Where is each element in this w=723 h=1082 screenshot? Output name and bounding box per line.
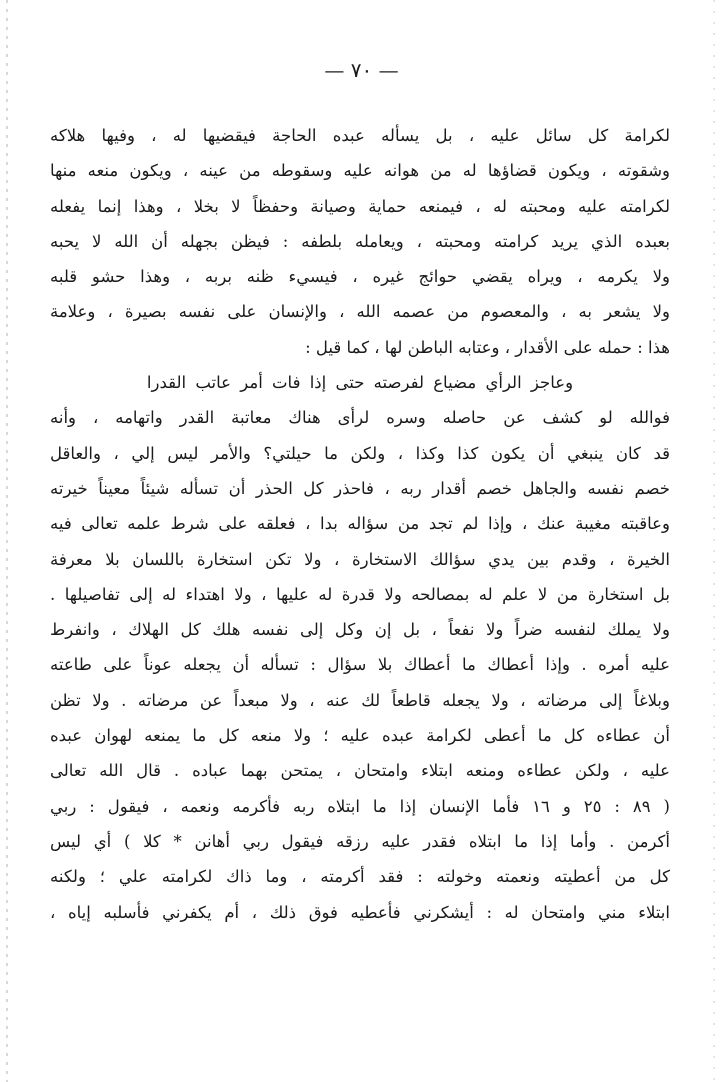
text-body [50, 118, 670, 930]
text-line: ولا يملك لنفسه ضراً ولا نفعاً ، بل إن وكل إلى نفسه هلك كل الهلاك ، وانفرط [50, 620, 670, 640]
text-line: ولا يشعر به ، والمعصوم من عصمه الله ، والإنسان على نفسه بصيرة ، وعلامة [50, 302, 670, 322]
text-line: وعاقبته مغيبة عنك ، وإذا لم تجد من سؤاله بدا ، فعلقه على شرط علمه تعالى فيه [50, 514, 670, 534]
page-number: — ٧٠ — [324, 58, 399, 82]
text-line: عليه ، ولكن عطاءه ومنعه ابتلاء وامتحان ، يمتحن بهما عباده . قال الله تعالى [50, 761, 670, 781]
text-line: وبلاغاً إلى مرضاته ، ولا يجعله قاطعاً لك عنه ، ولا مبعداً عن مرضاته . ولا تظن [50, 690, 670, 710]
text-line: وشقوته ، ويكون قضاؤها له من هوانه عليه وسقوطه من عينه ، ويكون منعه منها [50, 161, 670, 181]
text-line: أن عطاءه كل ما أعطى لكرامة عبده عليه ؛ ولا منعه كل ما يمنعه لهوان عبده [50, 726, 670, 746]
scan-edge-left [6, 0, 8, 1082]
text-line: الخيرة ، وقدم بين يدي سؤالك الاستخارة ، ولا تكن استخارة باللسان بلا معرفة [50, 549, 670, 569]
poem-verse: وعاجز الرأي مضياع لفرصته حتى إذا فات أمر عاتب القدرا [146, 373, 574, 393]
text-line: عليه أمره . وإذا أعطاك ما أعطاك بلا سؤال : تسأله أن يجعله عوناً على طاعته [50, 655, 670, 675]
text-line: بعبده الذي يريد كرامته ومحبته ، ويعامله بلطفه : فيظن بجهله أن الله لا يحبه [50, 231, 670, 251]
text-line: أكرمن . وأما إذا ما ابتلاه فقدر عليه رزقه فيقول ربي أهانن * كلا ) أي ليس [50, 831, 670, 851]
text-line: ( ٨٩ : ٢٥ و ١٦ فأما الإنسان إذا ما ابتلاه ربه فأكرمه ونعمه ، فيقول : ربي [50, 796, 670, 816]
text-line: لكرامة كل سائل عليه ، بل يسأله عبده الحاجة فيقضيها له ، وفيها هلاكه [50, 126, 670, 145]
scan-edge-right [713, 0, 715, 1082]
text-line: ولا يكرمه ، ويراه يقضي حوائج غيره ، فيسيء ظنه بربه ، وهذا حشو قلبه [50, 267, 670, 287]
text-line: ابتلاء مني وامتحان له : أيشكرني فأعطيه فوق ذلك ، أم يكفرني فأسلبه إياه ، [50, 902, 670, 922]
text-line: لكرامته عليه ومحبته له ، فيمنعه حماية وصيانة وحفظاً لا بخلا ، وهذا إنما يفعله [50, 196, 670, 216]
text-line: خصم نفسه والجاهل خصم أقدار ربه ، فاحذر كل الحذر أن تسأله شيئاً معيناً خيرته [50, 478, 670, 498]
text-line: قد كان ينبغي أن يكون كذا وكذا ، ولكن ما حيلتي؟ والأمر ليس إلي ، والعاقل [50, 443, 670, 463]
text-line: بل استخارة من لا علم له بمصالحه ولا قدرة له عليها ، ولا اهتداء له إلى تفاصيلها . [50, 584, 670, 604]
text-line: فوالله لو كشف عن حاصله وسره لرأى هناك معاتبة القدر واتهامه ، وأنه [50, 408, 670, 428]
text-line: هذا : حمله على الأقدار ، وعتابه الباطن لها ، كما قيل : [305, 337, 670, 357]
text-line: كل من أعطيته ونعمته وخولته : فقد أكرمته ، وما ذاك لكرامته علي ؛ ولكنه [50, 867, 670, 887]
